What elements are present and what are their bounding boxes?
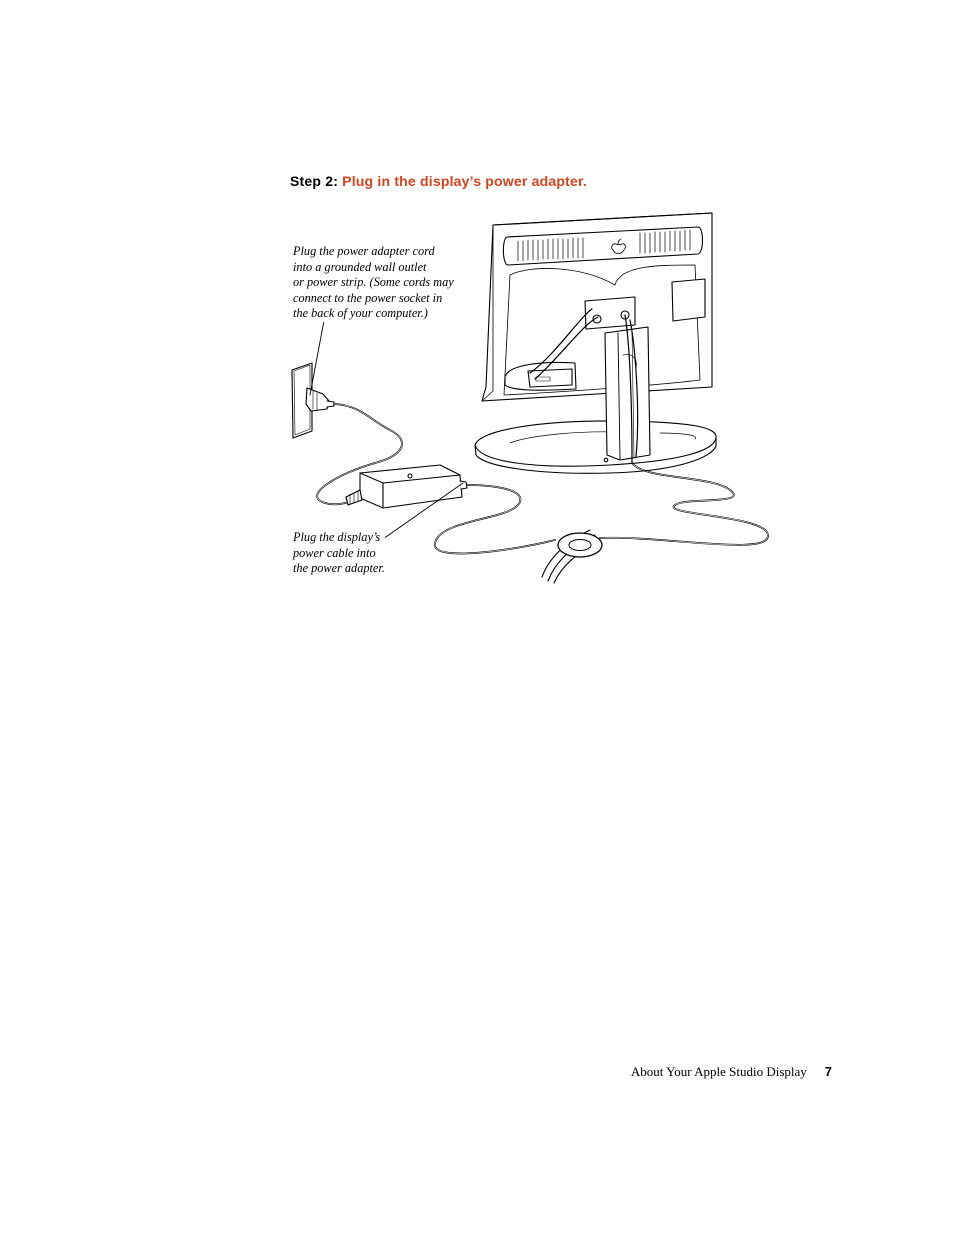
step-title: Plug in the display’s power adapter.: [342, 173, 587, 189]
caption-line: power cable into: [293, 545, 376, 560]
display-rear: [482, 213, 712, 401]
page-footer: [631, 1064, 832, 1080]
caption-line: into a grounded wall outlet: [293, 259, 427, 274]
caption-line: the back of your computer.): [293, 306, 428, 321]
power-adapter: [346, 465, 467, 508]
display-stand: [604, 327, 650, 462]
cable-ring: [542, 530, 602, 583]
caption-line: or power strip. (Some cords may: [293, 275, 454, 290]
caption-power-adapter: [293, 530, 385, 577]
footer-title: About Your Apple Studio Display: [630, 1064, 807, 1079]
caption-line: the power adapter.: [293, 561, 385, 576]
power-plug: [306, 388, 334, 411]
page-number: 7: [824, 1064, 832, 1079]
display-base: [475, 421, 716, 473]
caption-line: Plug the display’s: [293, 530, 381, 544]
caption-wall-outlet: [293, 244, 454, 322]
step-heading: [290, 173, 587, 189]
caption-line: connect to the power socket in: [293, 290, 443, 305]
step-number: Step 2:: [290, 173, 339, 189]
caption-line: Plug the power adapter cord: [293, 244, 435, 258]
